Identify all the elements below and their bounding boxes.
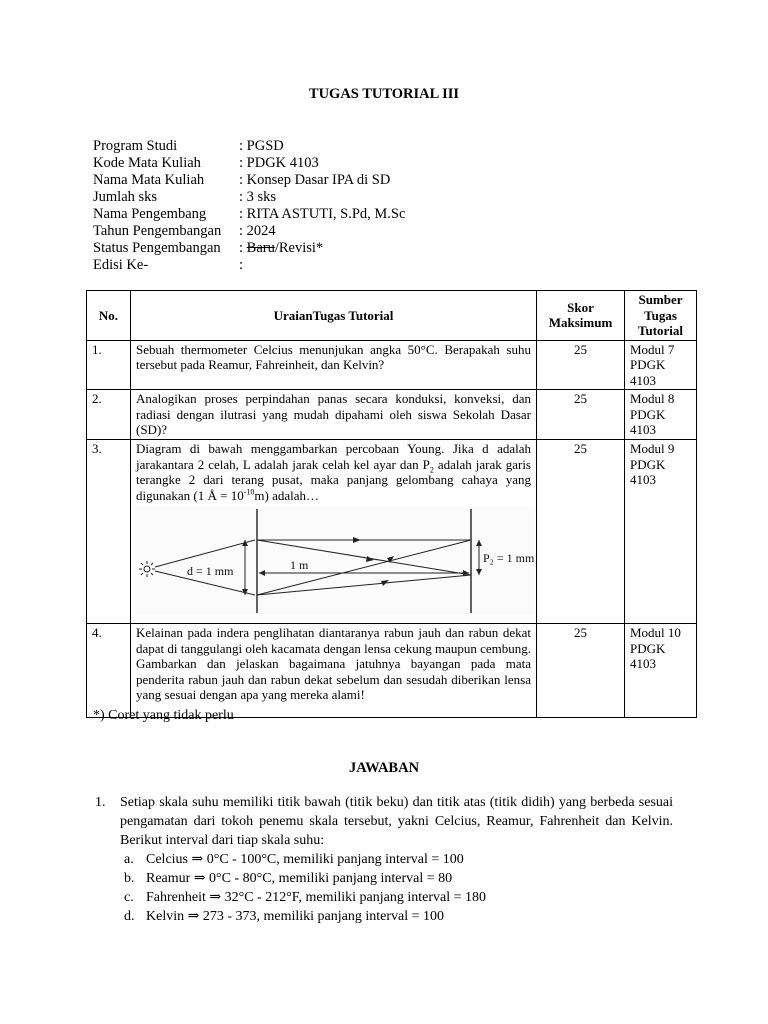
diagram-background (135, 507, 535, 615)
list-item (120, 869, 673, 888)
list-letter: a. (124, 852, 134, 867)
list-letter: b. (124, 871, 135, 886)
list-item (120, 907, 673, 926)
list-text: Kelvin ⇒ 273 - 373, memiliki panjang interval = 100 (146, 909, 445, 924)
task-source: Modul 7 PDGK 4103 (625, 340, 697, 390)
task-description: Sebuah thermometer Celcius menunjukan angka 50°C. Berapakah suhu tersebut pada Reamur, Fahreinheit, dan Kelvin? (131, 340, 537, 390)
col-header-skor: Skor Maksimum (537, 291, 625, 341)
meta-value: : 2024 (239, 223, 276, 239)
meta-key: Status Pengembangan (93, 240, 221, 256)
task-source: Modul 9 PDGK 4103 (625, 440, 697, 624)
meta-value (239, 240, 405, 257)
document-title: TUGAS TUTORIAL III (308, 86, 460, 102)
list-text: Fahrenheit ⇒ 32°C - 212°F, memiliki panjang interval = 180 (146, 890, 486, 905)
task-text-part: m) adalah… (254, 487, 319, 503)
meta-key: Nama Mata Kuliah (93, 172, 205, 188)
struck-option: Baru (246, 240, 275, 256)
meta-value: : PGSD (239, 138, 284, 154)
meta-row (93, 155, 405, 172)
col-header-sumber: Sumber Tugas Tutorial (625, 291, 697, 341)
meta-key: Program Studi (93, 138, 178, 154)
meta-value: : RITA ASTUTI, S.Pd, M.Sc (239, 206, 406, 222)
meta-row (93, 257, 405, 274)
superscript: -10 (243, 487, 255, 497)
meta-row (93, 189, 405, 206)
task-text (136, 441, 531, 503)
meta-key: Nama Pengembang (93, 206, 207, 222)
table-row (87, 440, 697, 624)
col-header-no: No. (87, 291, 131, 341)
subscript: 2 (429, 465, 434, 475)
list-item (120, 850, 673, 869)
task-description: Analogikan proses perpindahan panas secara konduksi, konveksi, dan radiasi dengan ilutrasi yang mudah dipahami oleh siswa Sekolah Dasar (SD)? (131, 390, 537, 440)
answer-section (93, 793, 673, 926)
row-number: 4. (87, 624, 131, 718)
answer-heading: JAWABAN (348, 760, 420, 776)
p2-label: P₂ = 1 mm (483, 551, 535, 565)
row-number: 3. (87, 440, 131, 624)
meta-value: : Konsep Dasar IPA di SD (239, 172, 391, 188)
meta-key: Tahun Pengembangan (93, 223, 222, 239)
meta-row (93, 223, 405, 240)
meta-prefix: : (239, 240, 247, 256)
row-number: 2. (87, 390, 131, 440)
meta-value: : PDGK 4103 (239, 155, 319, 171)
meta-row (93, 138, 405, 155)
course-info (93, 138, 405, 274)
task-score: 25 (537, 340, 625, 390)
meta-suffix: /Revisi* (274, 240, 324, 256)
table-row (87, 390, 697, 440)
list-letter: c. (124, 890, 134, 905)
list-text: Celcius ⇒ 0°C - 100°C, memiliki panjang interval = 100 (146, 852, 464, 867)
meta-value: : 3 sks (239, 189, 277, 205)
task-source: Modul 8 PDGK 4103 (625, 390, 697, 440)
answer-text: Setiap skala suhu memiliki titik bawah (titik beku) dan titik atas (titik didih) yang berbeda sesuai pengamatan dari tokoh penemu skala tersebut, yakni Celcius, Reamur, Fahrenheit dan Kelvin. Berikut interval dari tiap skala suhu: (120, 795, 673, 848)
l-label: 1 m (290, 558, 309, 572)
answer-body (120, 793, 673, 926)
meta-key: Jumlah sks (93, 189, 158, 205)
meta-row (93, 240, 405, 257)
meta-key: Kode Mata Kuliah (93, 155, 201, 171)
tutorial-task-table (86, 290, 697, 718)
task-score: 25 (537, 440, 625, 624)
list-text: Reamur ⇒ 0°C - 80°C, memiliki panjang interval = 80 (146, 871, 453, 886)
meta-row (93, 206, 405, 223)
meta-key: Edisi Ke- (93, 257, 149, 273)
col-header-uraian: UraianTugas Tutorial (131, 291, 537, 341)
young-experiment-diagram (135, 507, 535, 615)
table-row (87, 624, 697, 718)
task-source: Modul 10 PDGK 4103 (625, 624, 697, 718)
task-description: Kelainan pada indera penglihatan diantaranya rabun jauh dan rabun dekat dapat di tanggulangi oleh kacamata dengan lensa cekung maupun cembung. Gambarkan dan jelaskan bagaimana jatuhnya bayangan pada mata penderita rabun jauh dan rabun dekat sebelum dan sesudah diberikan lensa yang sesuai dengan apa yang mereka alami! (131, 624, 537, 718)
table-header-row (87, 291, 697, 341)
footnote: *) Coret yang tidak perlu (93, 708, 234, 723)
interval-list (120, 850, 673, 926)
d-label: d = 1 mm (187, 564, 234, 578)
table-row (87, 340, 697, 390)
list-item (120, 888, 673, 907)
task-score: 25 (537, 390, 625, 440)
meta-row (93, 172, 405, 189)
answer-number: 1. (95, 795, 106, 810)
row-number: 1. (87, 340, 131, 390)
list-letter: d. (124, 909, 135, 924)
task-text-part: adalah jarak garis terangke 2 dari terang pusat, maka panjang gelombang cahaya yang digunakan (1 Å = 10 (136, 456, 531, 503)
task-description (131, 440, 537, 624)
meta-value: : (239, 257, 244, 273)
task-text-part: Diagram di bawah menggambarkan percobaan Young. Jika d adalah jarakantara 2 celah, L adalah jarak celah kel ayar dan P (136, 441, 531, 472)
task-score: 25 (537, 624, 625, 718)
